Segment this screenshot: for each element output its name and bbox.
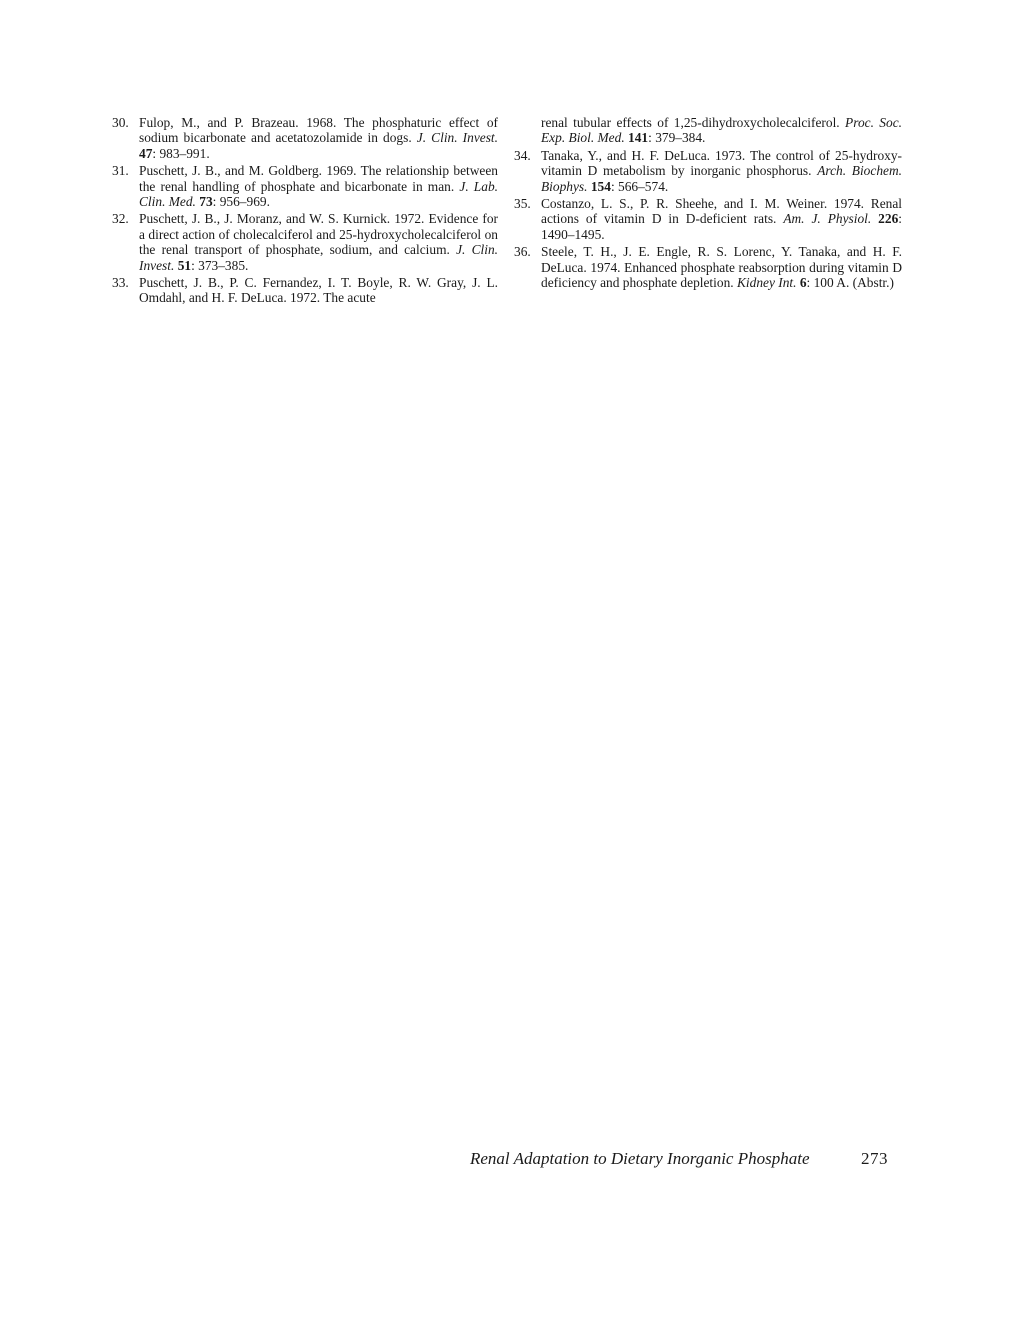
reference-pages: : 983–991. — [152, 145, 210, 161]
reference-volume: 51 — [177, 257, 192, 273]
reference-item-34 — [514, 148, 902, 194]
reference-pages: : 100 A. (Abstr.) — [806, 275, 894, 291]
reference-pages: : 379–384. — [648, 130, 706, 146]
reference-list-left-column — [112, 115, 498, 308]
reference-item-30 — [112, 115, 498, 161]
reference-volume: 73 — [199, 194, 213, 210]
reference-volume: 47 — [139, 145, 153, 161]
reference-number: 30. — [112, 115, 129, 130]
reference-number: 32. — [112, 211, 129, 227]
reference-journal: Am. J. Physiol. — [783, 211, 872, 227]
running-title: Renal Adaptation to Dietary Inorganic Phosphate — [470, 1149, 810, 1168]
reference-volume: 141 — [628, 130, 649, 146]
reference-list-right-column — [514, 115, 902, 292]
reference-item-35 — [514, 196, 902, 242]
reference-journal: J. Lab. Clin. Med. — [139, 178, 498, 210]
reference-number: 34. — [514, 147, 531, 163]
reference-journal: Arch. Biochem. Biophys. — [541, 163, 902, 194]
reference-citation: renal tubular effects of 1,25-dihydroxycholecalciferol. — [541, 115, 840, 130]
reference-pages: : 566–574. — [610, 178, 669, 194]
reference-number: 31. — [112, 163, 129, 179]
reference-number: 33. — [112, 275, 129, 291]
reference-journal: J. Clin. Invest. — [139, 242, 498, 273]
reference-citation: Puschett, J. B., P. C. Fernandez, I. T. Boyle, R. W. Gray, J. L. Omdahl, and H. F. DeLuca. 1972. The acute — [139, 275, 498, 306]
reference-pages: : 1490–1495. — [541, 211, 902, 242]
reference-item-36 — [514, 244, 902, 290]
reference-citation: Steele, T. H., J. E. Engle, R. S. Lorenc, Y. Tanaka, and H. F. DeLuca. 1974. Enhanced phosphate reabsorption during vitamin D deficiency and phosphate depletion. — [541, 244, 902, 291]
reference-journal: Proc. Soc. Exp. Biol. Med. — [541, 115, 902, 146]
reference-journal: J. Clin. Invest. — [416, 130, 498, 146]
reference-pages: : 373–385. — [191, 257, 249, 273]
reference-number: 36. — [514, 244, 531, 260]
reference-journal: Kidney Int. — [736, 275, 797, 291]
page-number: 273 — [861, 1149, 888, 1168]
reference-citation: Puschett, J. B., J. Moranz, and W. S. Kurnick. 1972. Evidence for a direct action of cholecalciferol and 25-hydroxycholecalciferol on the renal transport of phosphate, sodium, and calcium. — [139, 211, 498, 258]
reference-citation: Costanzo, L. S., P. R. Sheehe, and I. M. Weiner. 1974. Renal actions of vitamin D in D-deficient rats. — [541, 196, 902, 227]
reference-number: 35. — [514, 196, 531, 212]
reference-volume: 154 — [590, 178, 611, 194]
reference-citation: Tanaka, Y., and H. F. DeLuca. 1973. The control of 25-hydroxy-vitamin D metabolism by inorganic phosphorus. — [541, 147, 902, 179]
reference-pages: : 956–969. — [212, 194, 270, 210]
reference-volume: 226 — [878, 211, 899, 227]
reference-item-33 — [112, 275, 498, 306]
reference-citation: Puschett, J. B., and M. Goldberg. 1969. The relationship between the renal handling of phosphate and bicarbonate in man. — [139, 163, 498, 194]
reference-citation: Fulop, M., and P. Brazeau. 1968. The phosphaturic effect of sodium bicarbonate and acetatozolamide in dogs. — [139, 115, 498, 146]
reference-item-32 — [112, 211, 498, 273]
reference-item-33-continued — [514, 115, 902, 146]
reference-volume: 6 — [799, 275, 807, 291]
reference-item-31 — [112, 163, 498, 209]
